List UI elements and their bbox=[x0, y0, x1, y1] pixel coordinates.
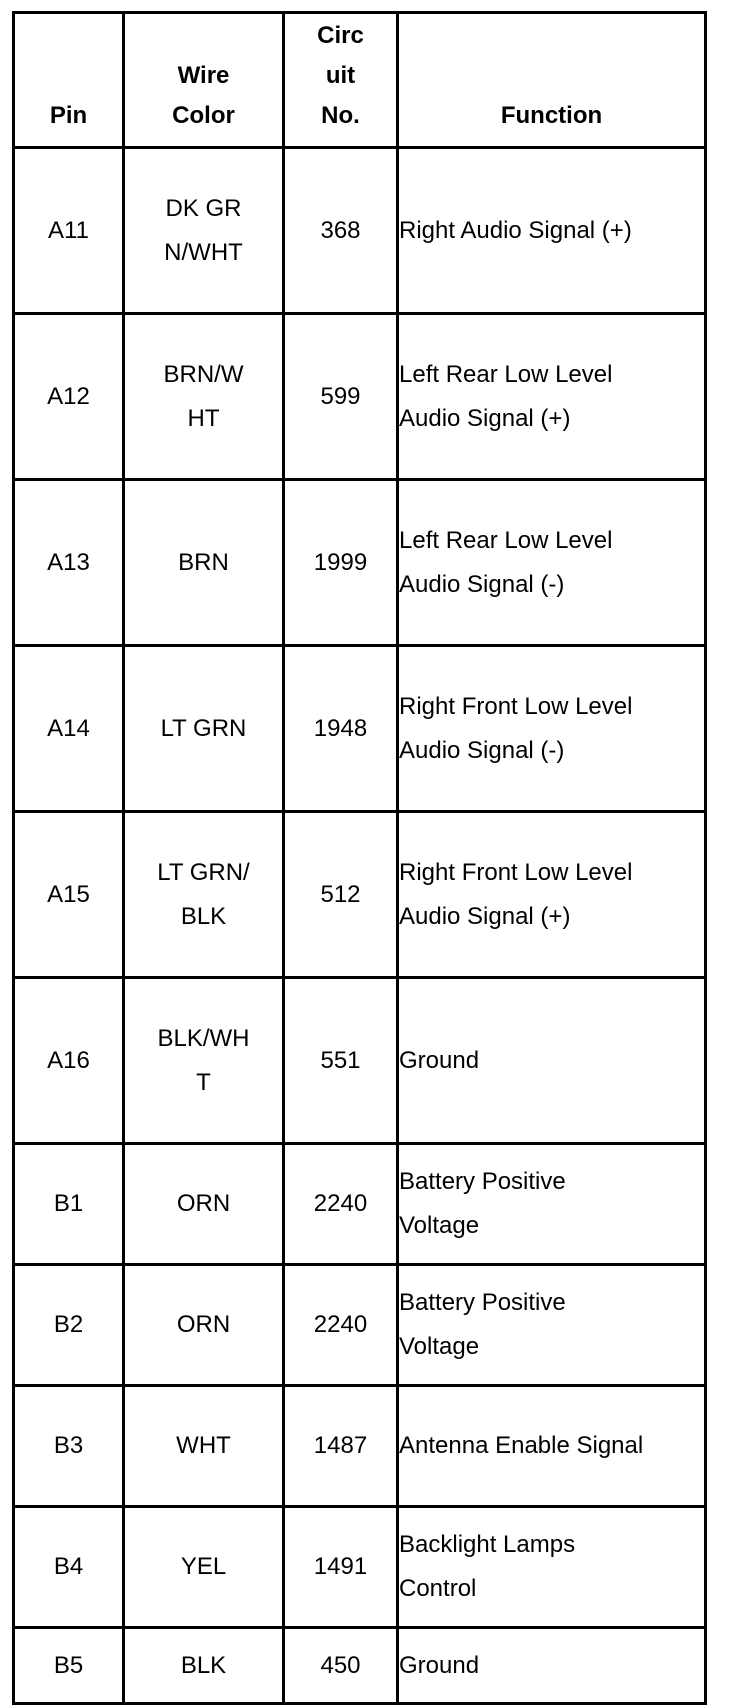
wire-color-cell: YEL bbox=[124, 1507, 284, 1628]
circuit-no-cell: 2240 bbox=[284, 1144, 398, 1265]
circuit-no-cell: 1948 bbox=[284, 646, 398, 812]
function-cell: Right Front Low Level Audio Signal (-) bbox=[398, 646, 706, 812]
function-cell: Backlight Lamps Control bbox=[398, 1507, 706, 1628]
pin-cell: A11 bbox=[14, 148, 124, 314]
wire-color-cell: BRN bbox=[124, 480, 284, 646]
pin-cell: A12 bbox=[14, 314, 124, 480]
pin-cell: B1 bbox=[14, 1144, 124, 1265]
circuit-no-cell: 599 bbox=[284, 314, 398, 480]
wire-color-cell: LT GRN bbox=[124, 646, 284, 812]
table-row bbox=[14, 1265, 706, 1386]
circuit-no-cell: 450 bbox=[284, 1628, 398, 1704]
function-cell: Left Rear Low Level Audio Signal (+) bbox=[398, 314, 706, 480]
function-cell: Ground bbox=[398, 978, 706, 1144]
circuit-no-cell: 1487 bbox=[284, 1386, 398, 1507]
wire-color-cell: DK GRN/WHT bbox=[124, 148, 284, 314]
pin-cell: A16 bbox=[14, 978, 124, 1144]
header-wire-color: Wire Color bbox=[124, 13, 284, 148]
pin-cell: A13 bbox=[14, 480, 124, 646]
table-row bbox=[14, 314, 706, 480]
circuit-no-cell: 1999 bbox=[284, 480, 398, 646]
header-pin: Pin bbox=[14, 13, 124, 148]
function-cell: Ground bbox=[398, 1628, 706, 1704]
pin-cell: A14 bbox=[14, 646, 124, 812]
connector-pinout-table bbox=[12, 11, 707, 1705]
pin-cell: B2 bbox=[14, 1265, 124, 1386]
pin-cell: A15 bbox=[14, 812, 124, 978]
table-row bbox=[14, 646, 706, 812]
table-row bbox=[14, 978, 706, 1144]
table-row bbox=[14, 480, 706, 646]
function-cell: Battery Positive Voltage bbox=[398, 1144, 706, 1265]
circuit-no-cell: 512 bbox=[284, 812, 398, 978]
wire-color-cell: BRN/WHT bbox=[124, 314, 284, 480]
function-cell: Left Rear Low Level Audio Signal (-) bbox=[398, 480, 706, 646]
table-row bbox=[14, 148, 706, 314]
table-row bbox=[14, 1144, 706, 1265]
function-cell: Right Audio Signal (+) bbox=[398, 148, 706, 314]
circuit-no-cell: 1491 bbox=[284, 1507, 398, 1628]
wire-color-cell: WHT bbox=[124, 1386, 284, 1507]
pin-cell: B4 bbox=[14, 1507, 124, 1628]
wire-color-cell: ORN bbox=[124, 1144, 284, 1265]
header-function: Function bbox=[398, 13, 706, 148]
circuit-no-cell: 2240 bbox=[284, 1265, 398, 1386]
function-cell: Antenna Enable Signal bbox=[398, 1386, 706, 1507]
wire-color-cell: BLK/WHT bbox=[124, 978, 284, 1144]
wire-color-cell: BLK bbox=[124, 1628, 284, 1704]
pin-cell: B5 bbox=[14, 1628, 124, 1704]
function-cell: Battery Positive Voltage bbox=[398, 1265, 706, 1386]
table-row bbox=[14, 1507, 706, 1628]
circuit-no-cell: 551 bbox=[284, 978, 398, 1144]
table-row bbox=[14, 1628, 706, 1704]
circuit-no-cell: 368 bbox=[284, 148, 398, 314]
pin-cell: B3 bbox=[14, 1386, 124, 1507]
header-circuit-no: Circuit No. bbox=[284, 13, 398, 148]
table-row bbox=[14, 1386, 706, 1507]
header-row bbox=[14, 13, 706, 148]
table-row bbox=[14, 812, 706, 978]
function-cell: Right Front Low Level Audio Signal (+) bbox=[398, 812, 706, 978]
wire-color-cell: LT GRN/BLK bbox=[124, 812, 284, 978]
wire-color-cell: ORN bbox=[124, 1265, 284, 1386]
